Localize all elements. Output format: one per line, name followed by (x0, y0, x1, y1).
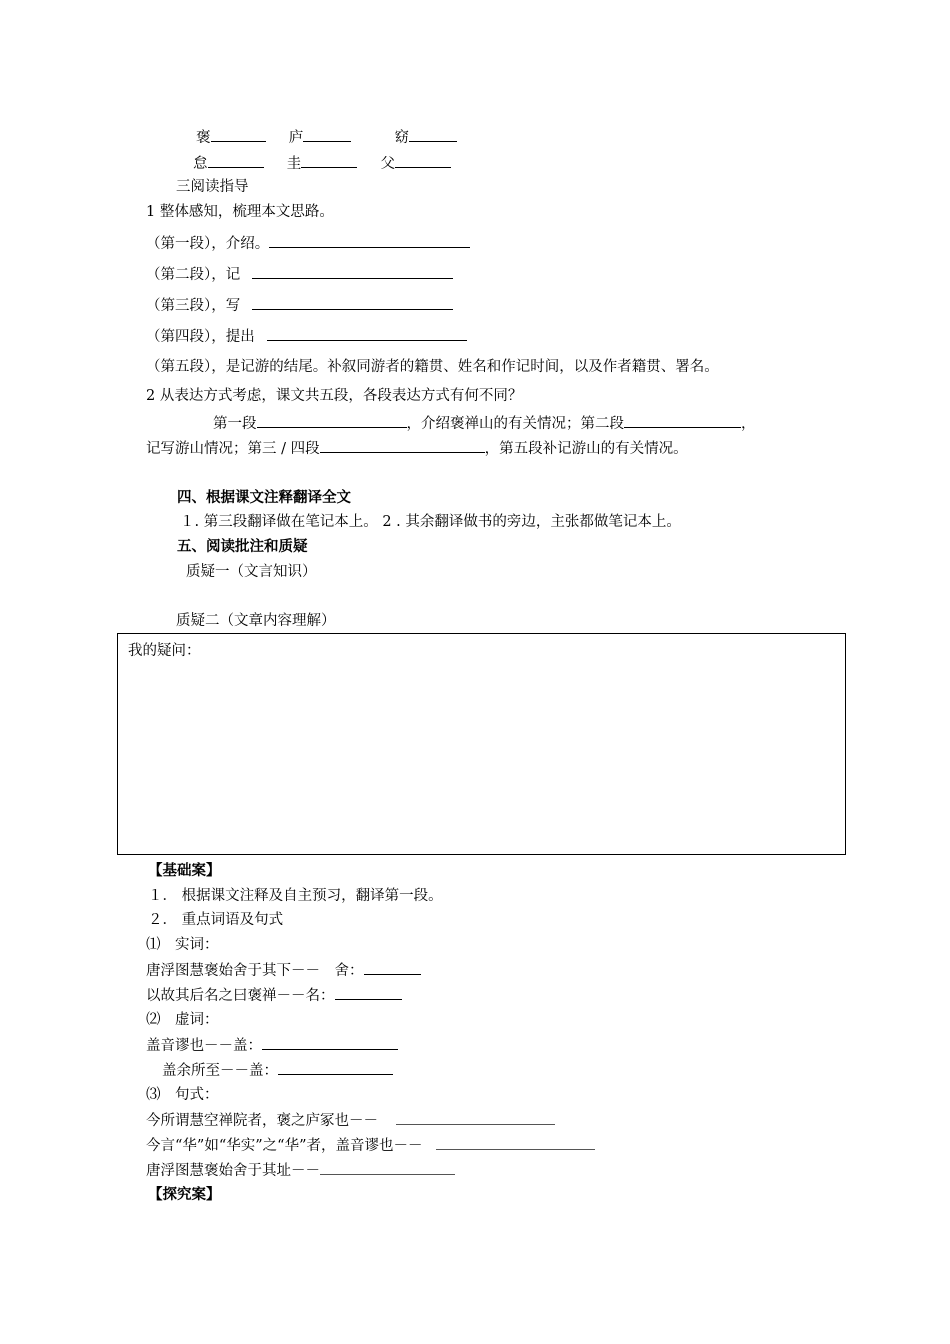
q2-answer-line-2: 记写游山情况；第三 / 四段 ，第五段补记游山的有关情况。 (146, 438, 688, 458)
basic-item-2: ２． 重点词语及句式 (148, 912, 284, 928)
pronunciation-row-1 (196, 127, 457, 147)
blank-q2-para1[interactable] (257, 413, 407, 428)
shici-line-2: 以故其后名之曰褒禅－－名： (146, 985, 402, 1005)
my-questions-label: 我的疑问： (128, 643, 201, 659)
section3-heading: 三阅读指导 (176, 179, 249, 195)
section4-text: １. 第三段翻译做在笔记本上。 2 . 其余翻译做书的旁边，主张都做笔记本上。 (180, 514, 681, 530)
blank-ming[interactable] (335, 985, 402, 1000)
blank-gai-2[interactable] (278, 1060, 393, 1075)
section3-q1: 1 整体感知，梳理本文思路。 (146, 204, 334, 220)
char-dai: 怠 (193, 156, 208, 172)
blank-para4[interactable] (267, 326, 467, 341)
blank-jushi-1[interactable] (396, 1110, 555, 1125)
jushi-line-1: 今所谓慧空禅院者，褒之庐冢也－－ (146, 1110, 555, 1130)
xuci-line-2: 盖余所至－－盖： (162, 1060, 393, 1080)
pronunciation-row-2 (193, 153, 451, 173)
para4-line: （第四段），提出 (146, 326, 467, 346)
blank-fu[interactable] (395, 153, 451, 168)
para5-line: （第五段），是记游的结尾。补叙同游者的籍贯、姓名和作记时间，以及作者籍贯、署名。 (146, 359, 719, 375)
blank-gai-1[interactable] (262, 1035, 398, 1050)
blank-jushi-3[interactable] (320, 1160, 455, 1175)
char-yao: 窈 (394, 130, 409, 146)
xuci-heading: ⑵ 虚词： (146, 1012, 219, 1028)
shici-line-1: 唐浮图慧褒始舍于其下－－ 舍： (146, 960, 421, 980)
section3-q2: 2 从表达方式考虑，课文共五段，各段表达方式有何不同？ (146, 388, 523, 404)
explore-heading: 【探究案】 (148, 1186, 221, 1203)
shici-heading: ⑴ 实词： (146, 937, 219, 953)
blank-para2[interactable] (252, 264, 453, 279)
char-gui: 圭 (286, 156, 302, 172)
question-two: 质疑二（文章内容理解） (176, 613, 336, 629)
jushi-line-3: 唐浮图慧褒始舍于其址－－ (146, 1160, 455, 1180)
jushi-line-2: 今言“华”如“华实”之“华”者，盖音谬也－－ (146, 1135, 595, 1155)
blank-para3[interactable] (252, 295, 453, 310)
char-bao: 褒 (196, 130, 211, 146)
para1-line: （第一段），介绍。 (146, 233, 470, 253)
blank-bao[interactable] (211, 127, 266, 142)
basic-heading: 【基础案】 (148, 862, 221, 879)
blank-she[interactable] (364, 960, 421, 975)
blank-q2-para2[interactable] (624, 413, 741, 428)
char-lu: 庐 (288, 130, 304, 146)
blank-dai[interactable] (208, 153, 264, 168)
jushi-heading: ⑶ 句式： (146, 1087, 219, 1103)
blank-lu[interactable] (303, 127, 351, 142)
char-fu: 父 (380, 156, 395, 172)
q2-answer-line-1: 第一段 ，介绍褒禅山的有关情况；第二段 ， (213, 413, 756, 433)
basic-item-1: １． 根据课文注释及自主预习，翻译第一段。 (148, 888, 443, 904)
section4-heading: 四、根据课文注释翻译全文 (177, 489, 351, 506)
question-one: 质疑一（文言知识） (186, 564, 317, 580)
my-questions-box[interactable] (117, 633, 846, 855)
blank-yao[interactable] (409, 127, 457, 142)
para3-line: （第三段），写 (146, 295, 453, 315)
xuci-line-1: 盖音谬也－－盖： (146, 1035, 398, 1055)
blank-gui[interactable] (301, 153, 357, 168)
blank-q2-para34[interactable] (320, 438, 485, 453)
blank-jushi-2[interactable] (436, 1135, 595, 1150)
para2-line: （第二段），记 (146, 264, 453, 284)
blank-para1[interactable] (269, 233, 470, 248)
section5-heading: 五、阅读批注和质疑 (177, 538, 308, 555)
